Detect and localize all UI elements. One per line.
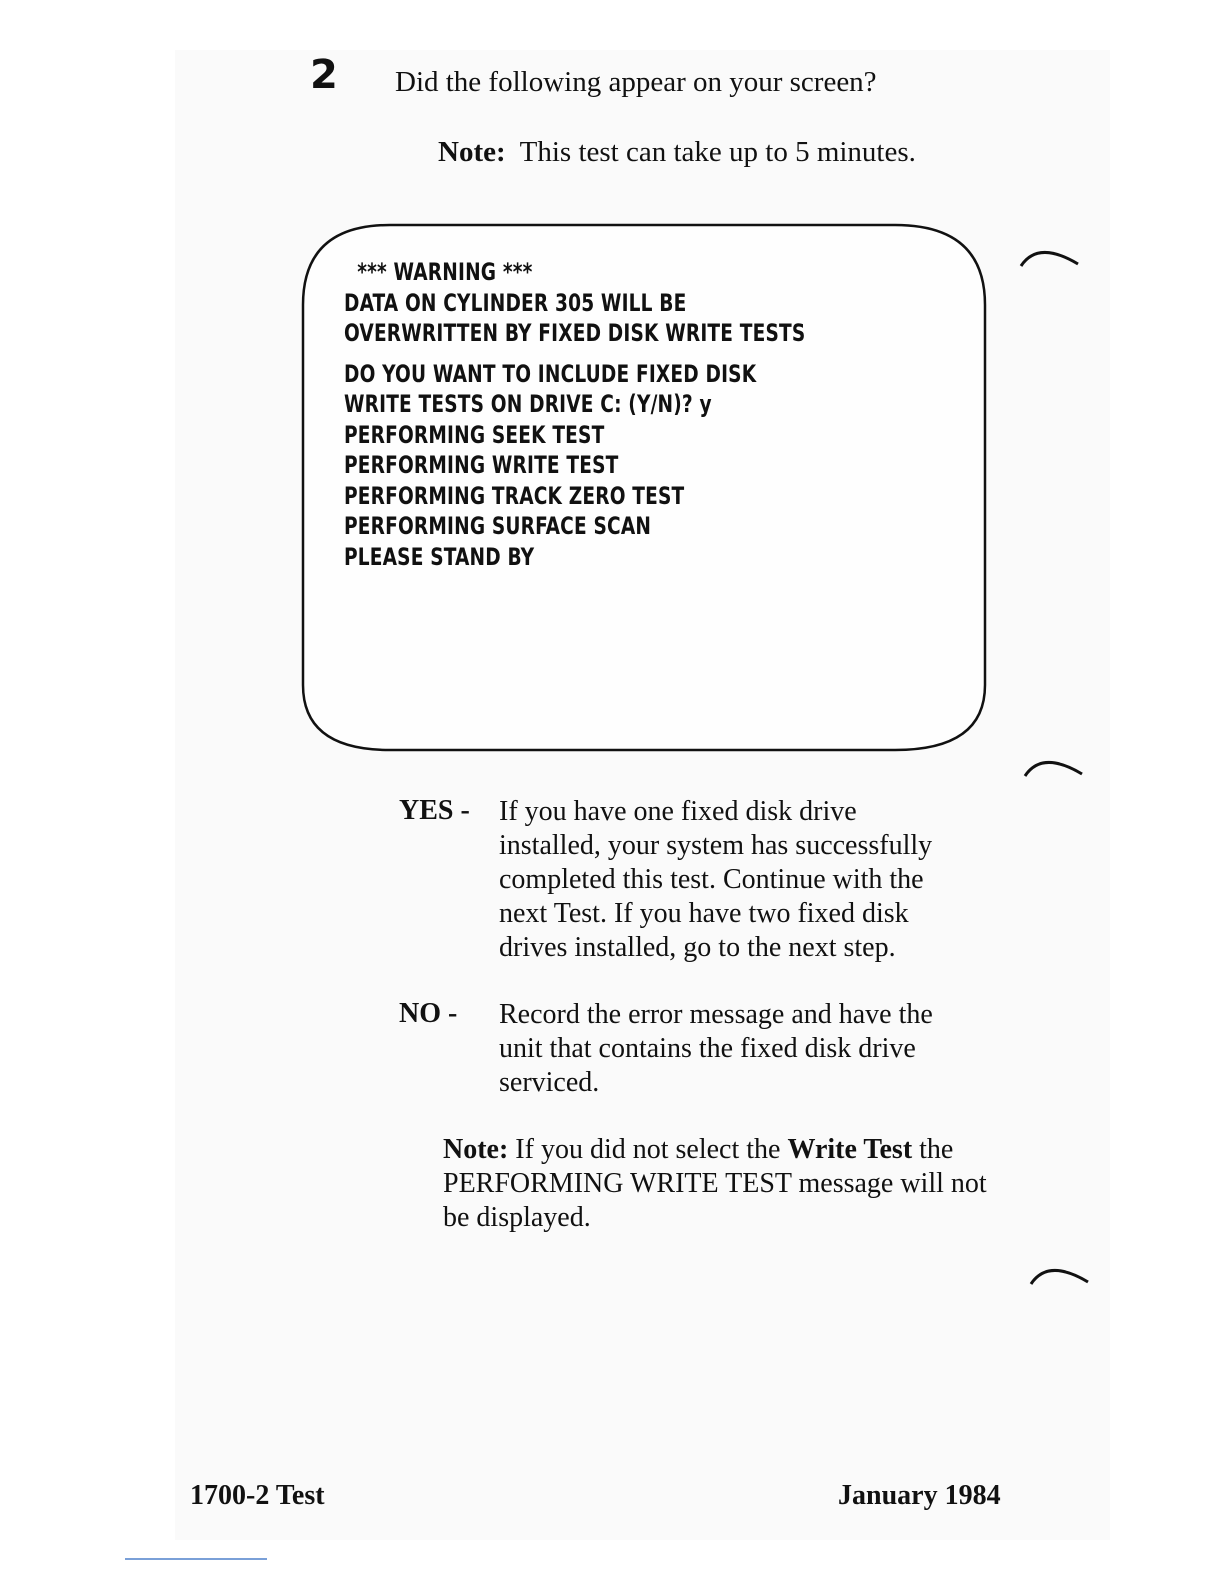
screen-line: WRITE TESTS ON DRIVE C: (Y/N)? y bbox=[344, 390, 712, 418]
yes-text bbox=[499, 795, 932, 965]
note-text: This test can take up to 5 minutes. bbox=[519, 136, 916, 168]
screen-line: PERFORMING SEEK TEST bbox=[344, 420, 605, 449]
step-number: 2 bbox=[310, 52, 338, 98]
footer-date: January 1984 bbox=[838, 1480, 1001, 1511]
yes-line: drives installed, go to the next step. bbox=[499, 932, 896, 963]
bottom-rule bbox=[125, 1558, 267, 1560]
screen-output bbox=[344, 257, 805, 572]
no-line: serviced. bbox=[499, 1067, 600, 1098]
write-test-note bbox=[443, 1133, 1003, 1235]
note-label: Note: bbox=[438, 136, 506, 168]
step-question: Did the following appear on your screen? bbox=[395, 66, 877, 98]
screen-line: PERFORMING WRITE TEST bbox=[344, 451, 619, 479]
binder-tab-mark bbox=[1018, 244, 1084, 270]
binder-tab-mark bbox=[1028, 1262, 1094, 1288]
yes-line: installed, your system has successfully bbox=[499, 830, 933, 861]
note2-bold-term: Write Test bbox=[787, 1134, 913, 1165]
binder-tab-mark bbox=[1022, 754, 1088, 780]
note2-text-before: If you did not select the bbox=[515, 1134, 781, 1165]
note2-label: Note: bbox=[443, 1134, 509, 1165]
yes-label: YES - bbox=[399, 795, 470, 826]
screen-line: PERFORMING TRACK ZERO TEST bbox=[344, 481, 685, 510]
screen-line: DATA ON CYLINDER 305 WILL BE bbox=[344, 288, 687, 317]
screen-line: PLEASE STAND BY bbox=[344, 542, 535, 571]
no-label: NO - bbox=[399, 998, 458, 1029]
screen-line: DO YOU WANT TO INCLUDE FIXED DISK bbox=[344, 359, 757, 388]
screen-line: PERFORMING SURFACE SCAN bbox=[344, 512, 652, 540]
yes-line: next Test. If you have two fixed disk bbox=[499, 898, 909, 929]
yes-line: If you have one fixed disk drive bbox=[499, 796, 857, 827]
no-line: Record the error message and have the bbox=[499, 999, 933, 1030]
yes-line: completed this test. Continue with the bbox=[499, 864, 924, 895]
footer-section-id: 1700-2 Test bbox=[190, 1480, 325, 1511]
screen-line: OVERWRITTEN BY FIXED DISK WRITE TESTS bbox=[344, 319, 806, 347]
no-line: unit that contains the fixed disk drive bbox=[499, 1033, 916, 1064]
note2-text-after: the PERFORMING WRITE TEST message will not be displayed. bbox=[443, 1134, 987, 1233]
time-note bbox=[438, 136, 916, 169]
screen-line: *** WARNING *** bbox=[344, 258, 533, 286]
no-text bbox=[499, 998, 933, 1100]
